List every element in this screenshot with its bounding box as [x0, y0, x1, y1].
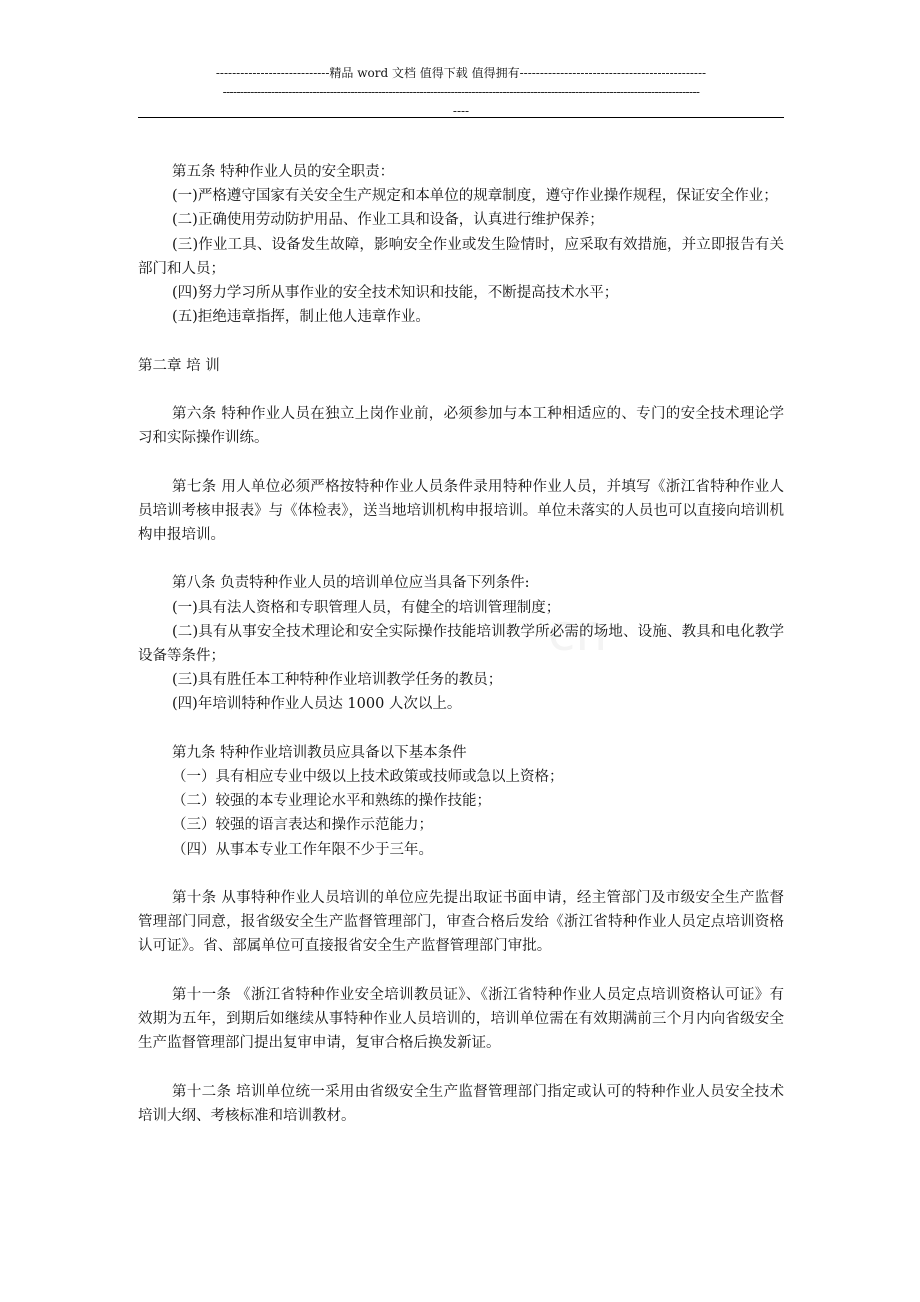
paragraph-gap — [138, 378, 784, 402]
paragraph: （一）具有相应专业中级以上技术政策或技师或急以上资格； — [172, 769, 564, 785]
paragraph-gap — [138, 1055, 784, 1079]
paragraph: (一)严格遵守国家有关安全生产规定和本单位的规章制度，遵守作业操作规程，保证安全作业； — [172, 188, 778, 205]
paragraph: 第十条 从事特种作业人员培训的单位应先提出取证书面申请，经主管部门及市级安全生产监督管理部门同意，报省级安全生产监督管理部门，审查合格后发给《浙江省特种作业人员定点培训资格认可证》。省、部属单位可直接报省安全生产监督管理部门审批。 — [138, 890, 784, 955]
paragraph: (三)作业工具、设备发生故障，影响安全作业或发生险情时，应采取有效措施，并立即报告有关部门和人员； — [138, 236, 784, 277]
paragraph: (五)拒绝违章指挥，制止他人违章作业。 — [172, 309, 430, 326]
chapter-heading: 第二章 培 训 — [138, 357, 220, 374]
page-header — [138, 64, 784, 121]
watermark: cn — [548, 604, 608, 662]
paragraph: (四)年培训特种作业人员达 1000 人次以上。 — [172, 696, 462, 713]
paragraph: (一)具有法人资格和专职管理人员，有健全的培训管理制度； — [172, 599, 561, 616]
paragraph: (二)具有从事安全技术理论和安全实际操作技能培训教学所必需的场地、设施、教具和电化教学设备等条件； — [138, 623, 784, 664]
paragraph-gap — [138, 959, 784, 983]
paragraph: 第六条 特种作业人员在独立上岗作业前，必须参加与本工种相适应的、专门的安全技术理论学习和实际操作训练。 — [138, 406, 784, 447]
paragraph: 第八条 负责特种作业人员的培训单位应当具备下列条件: — [172, 575, 530, 592]
paragraph: 第五条 特种作业人员的安全职责： — [172, 164, 395, 180]
paragraph-gap — [138, 450, 784, 474]
header-banner-line: ----------------------------精品 word 文档 值得下载 值得拥有---------------------------------------------- — [215, 66, 707, 80]
paragraph: 第十二条 培训单位统一采用由省级安全生产监督管理部门指定或认可的特种作业人员安全技术培训大纲、考核标准和培训教材。 — [138, 1083, 784, 1124]
paragraph: (二)正确使用劳动防护用品、作业工具和设备，认真进行维护保养； — [172, 212, 604, 229]
paragraph: （二）较强的本专业理论水平和熟练的操作技能； — [172, 793, 491, 810]
paragraph-gap — [138, 547, 784, 571]
paragraph: (四)努力学习所从事作业的安全技术知识和技能，不断提高技术水平； — [172, 285, 619, 302]
header-dash-tail: ---- — [452, 104, 470, 118]
paragraph: （四）从事本专业工作年限不少于三年。 — [172, 841, 433, 858]
paragraph: 第七条 用人单位必须严格按特种作业人员条件录用特种作业人员，并填写《浙江省特种作业人员培训考核申报表》与《体检表》，送当地培训机构申报培训。单位未落实的人员也可以直接向培训机构申报培训。 — [138, 478, 784, 543]
header-dash-line: ------------------------------------------------------------------------------------------------------------------------------------------ — [222, 85, 700, 99]
header-rule — [138, 117, 784, 118]
paragraph-gap — [138, 329, 784, 353]
paragraph: 第九条 特种作业培训教员应具备以下基本条件 — [172, 744, 467, 761]
paragraph: (三)具有胜任本工种特种作业培训教学任务的教员； — [172, 672, 503, 689]
paragraph: 第十一条 《浙江省特种作业安全培训教员证》、《浙江省特种作业人员定点培训资格认可证》有效期为五年，到期后如继续从事特种作业人员培训的，培训单位需在有效期满前三个月内向省级安全生产监督管理部门提出复审申请，复审合格后换发新证。 — [138, 986, 784, 1052]
paragraph: （三）较强的语言表达和操作示范能力； — [172, 817, 433, 834]
paragraph-gap — [138, 862, 784, 886]
paragraph-gap — [138, 717, 784, 741]
document-body — [138, 160, 784, 1128]
